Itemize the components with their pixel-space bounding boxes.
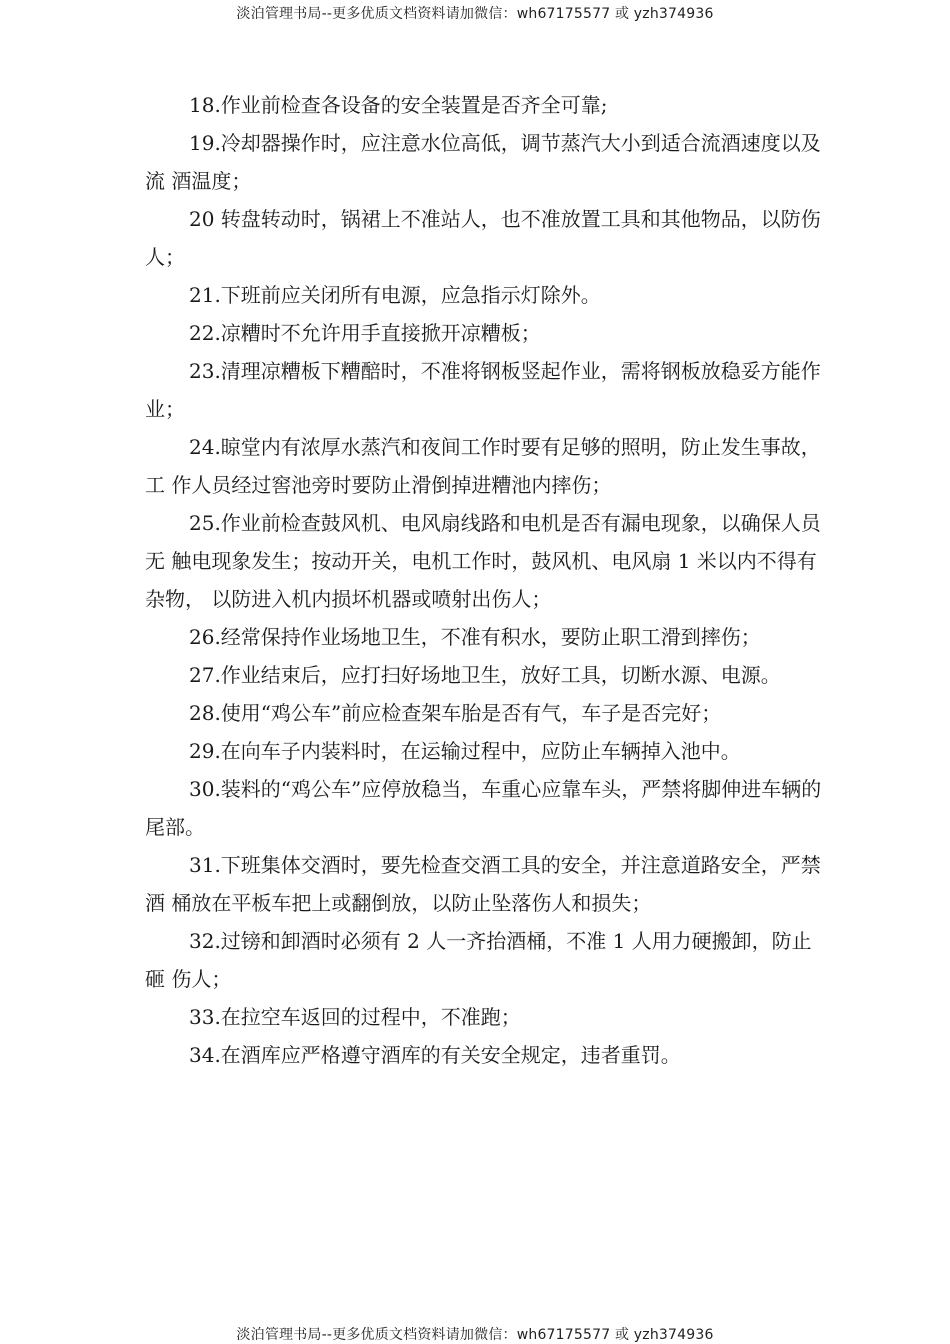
rule-paragraph: 32.过镑和卸酒时必须有 2 人一齐抬酒桶，不准 1 人用力硬搬卸，防止砸 伤人； xyxy=(145,929,812,991)
document-body xyxy=(145,86,825,1074)
rule-paragraph: 26.经常保持作业场地卫生，不准有积水，要防止职工滑到摔伤； xyxy=(189,625,761,649)
rule-paragraph: 34.在酒库应严格遵守酒库的有关安全规定，违者重罚。 xyxy=(189,1043,681,1067)
rule-paragraph: 30.装料的“鸡公车”应停放稳当，车重心应靠车头，严禁将脚伸进车辆的 尾部。 xyxy=(145,777,822,839)
rule-paragraph: 20 转盘转动时，锅裙上不准站人，也不准放置工具和其他物品，以防伤人； xyxy=(145,207,821,269)
page-header: 淡泊管理书局--更多优质文档资料请加微信：wh67175577 或 yzh374936 xyxy=(236,6,714,22)
rule-paragraph: 22.凉糟时不允许用手直接掀开凉糟板； xyxy=(189,321,541,345)
rule-paragraph: 29.在向车子内装料时，在运输过程中，应防止车辆掉入池中。 xyxy=(189,739,741,763)
rule-paragraph: 25.作业前检查鼓风机、电风扇线路和电机是否有漏电现象，以确保人员无 触电现象发生；按动开关，电机工作时，鼓风机、电风扇 1 米以内不得有杂物， 以防进入机内损坏机器或喷射出伤人； xyxy=(145,511,821,611)
rule-paragraph: 31.下班集体交酒时，要先检查交酒工具的安全，并注意道路安全，严禁酒 桶放在平板车把上或翻倒放，以防止坠落伤人和损失； xyxy=(145,853,821,915)
rule-paragraph: 33.在拉空车返回的过程中，不准跑； xyxy=(189,1005,521,1029)
rule-paragraph: 24.晾堂内有浓厚水蒸汽和夜间工作时要有足够的照明，防止发生事故，工 作人员经过窖池旁时要防止滑倒掉进糟池内摔伤； xyxy=(145,435,821,497)
rule-paragraph: 28.使用“鸡公车”前应检查架车胎是否有气，车子是否完好； xyxy=(189,701,722,725)
rule-paragraph: 18.作业前检查各设备的安全装置是否齐全可靠; xyxy=(189,93,608,117)
page-footer: 淡泊管理书局--更多优质文档资料请加微信：wh67175577 或 yzh374936 xyxy=(236,1327,714,1343)
rule-paragraph: 19.冷却器操作时，应注意水位高低，调节蒸汽大小到适合流酒速度以及流 酒温度； xyxy=(145,131,821,193)
rule-paragraph: 27.作业结束后，应打扫好场地卫生，放好工具，切断水源、电源。 xyxy=(189,663,781,687)
rule-paragraph: 23.清理凉糟板下糟醅时，不准将钢板竖起作业，需将钢板放稳妥方能作业； xyxy=(145,359,821,421)
rule-paragraph: 21.下班前应关闭所有电源，应急指示灯除外。 xyxy=(189,283,601,307)
